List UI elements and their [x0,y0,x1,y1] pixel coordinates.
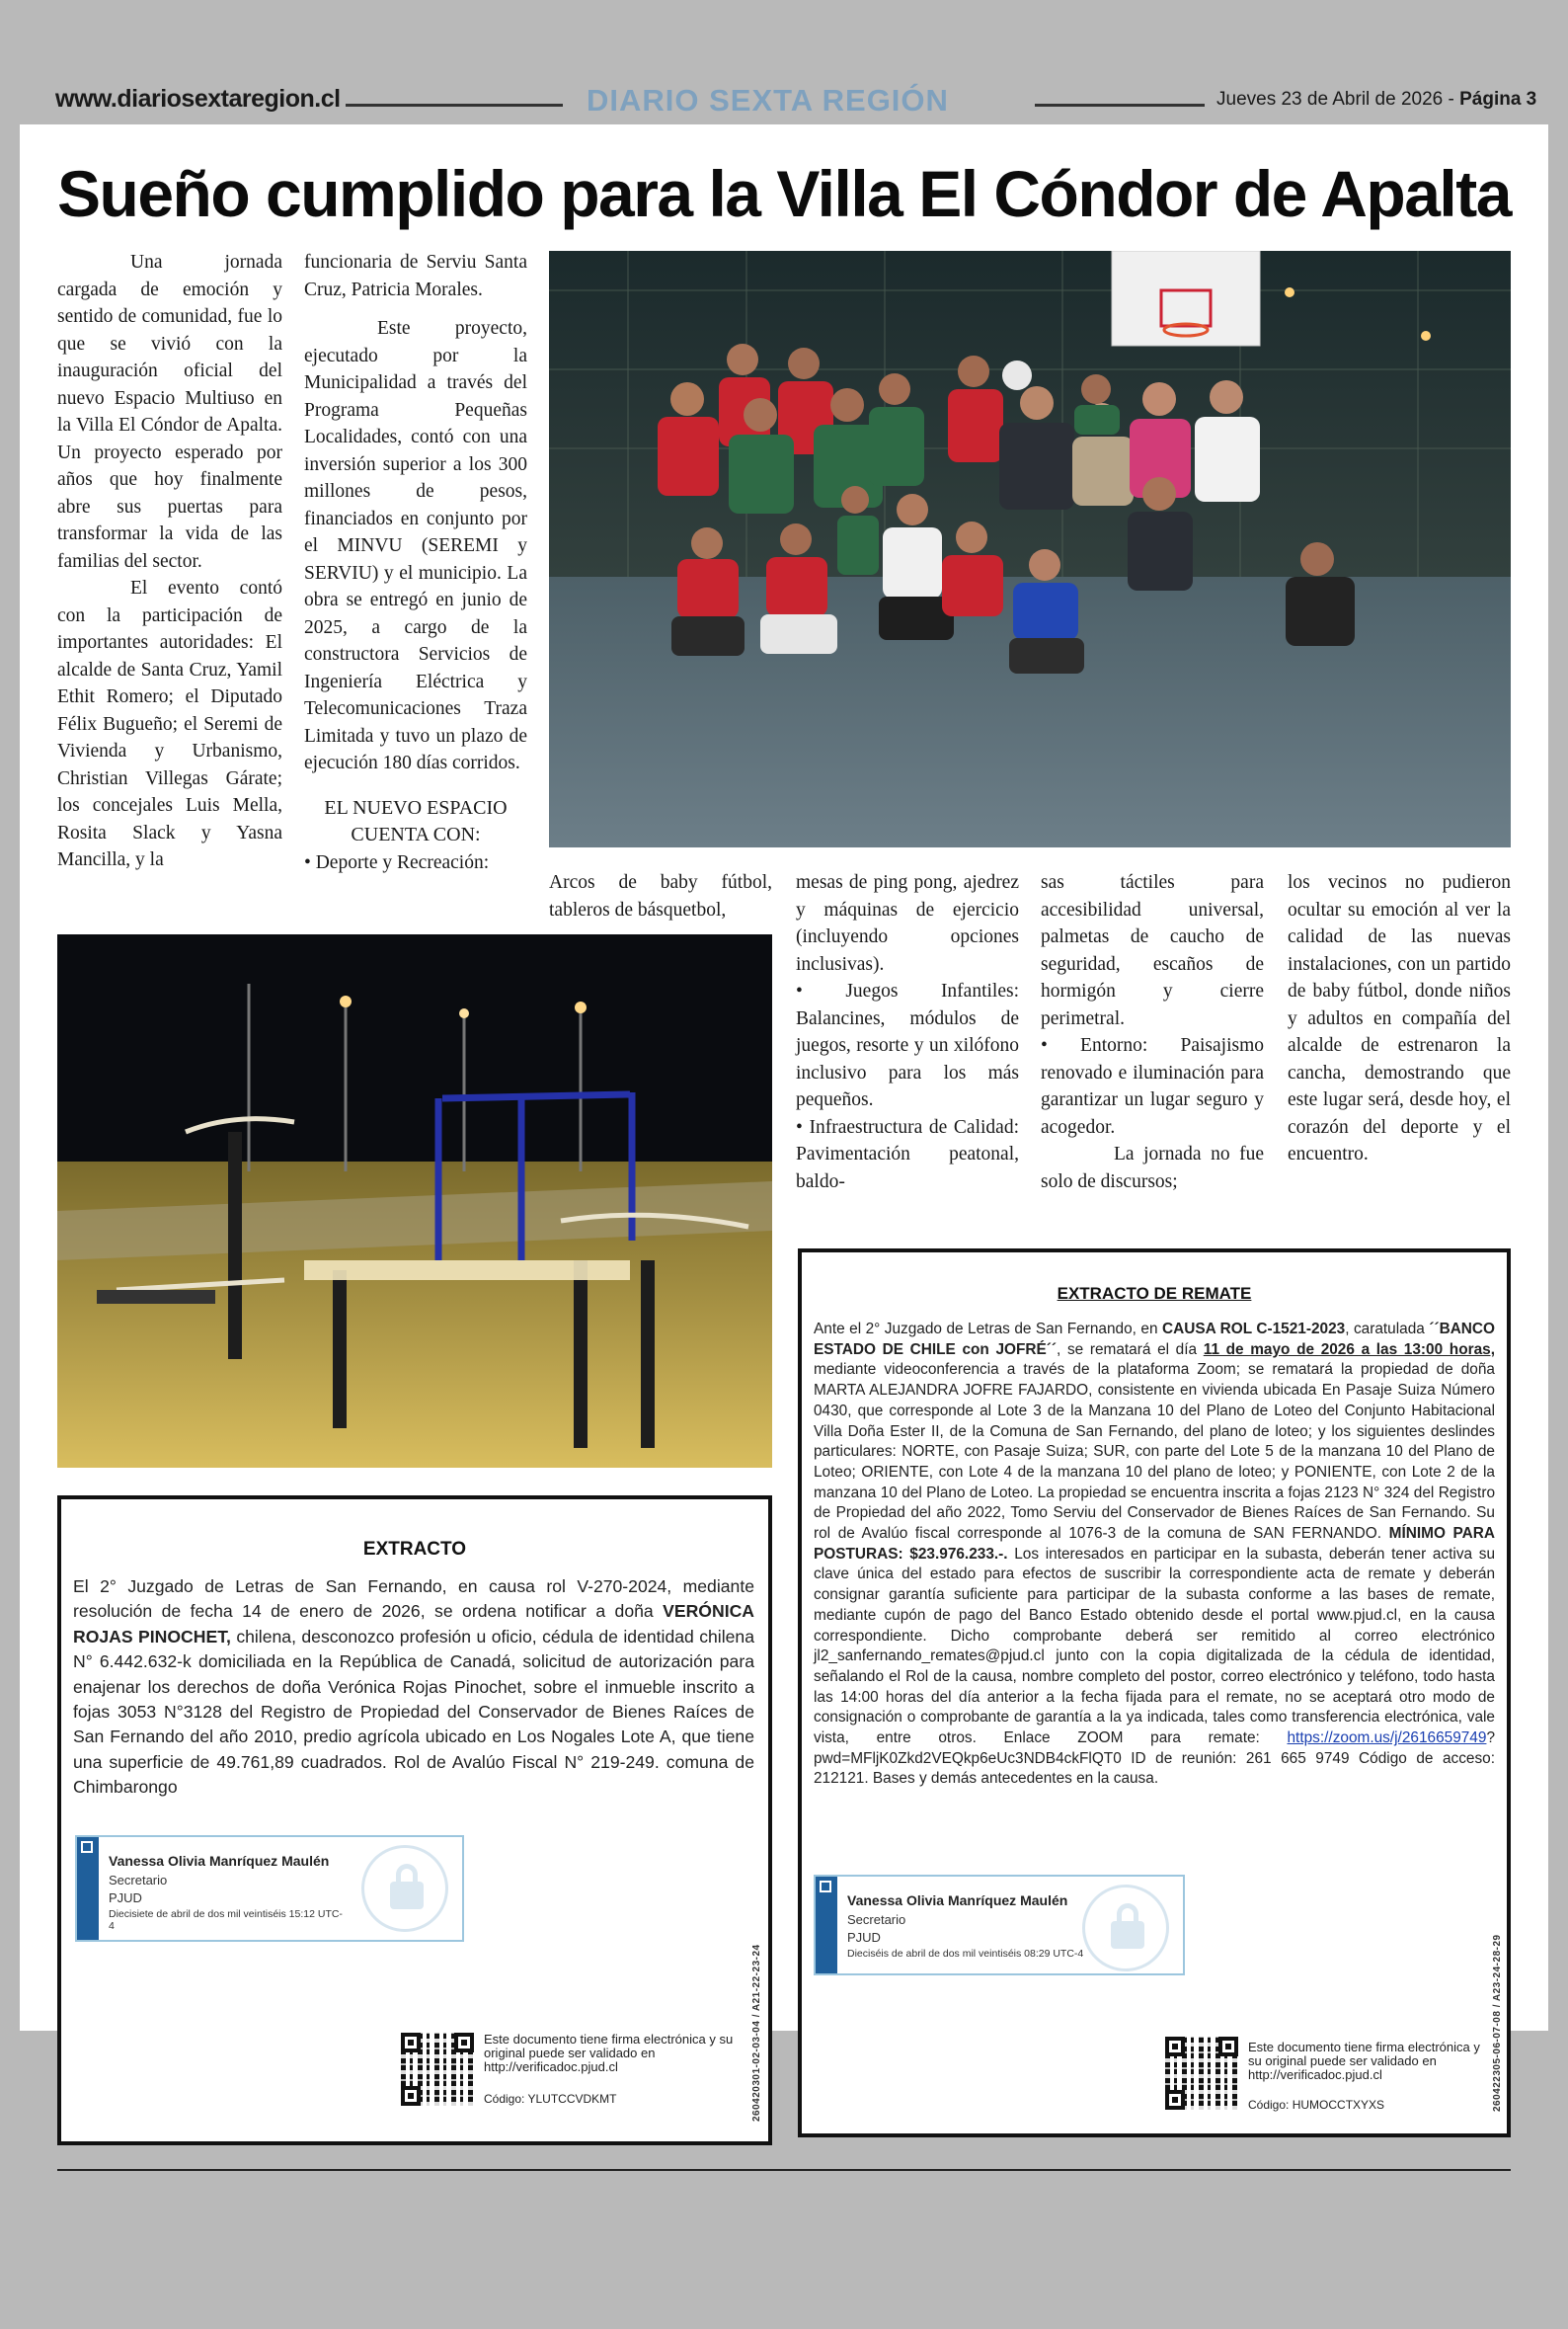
remate-text-4: mediante videoconferencia a través de la plataforma Zoom; se rematará la propiedad de doña MARTA ALEJANDRA JOFRE FAJARDO, consistente en vivienda ubicada En Pasaje Suiza Número 0430, que corresponde al Lote 3 de la Manzana 10 del Plano de Loteo del Conjunto Habitacional Villa Doña Ester II, de la Comuna de San Fernando, del plano de loteo; y los siguientes deslindes particulares: NORTE, con Pasaje Suiza; SUR, con parte del Lote 5 de la manzana 10 del Plano de Loteo; ORIENTE, con Lote 4 de la manzana 10 del plano de loteo; y PONIENTE, con Lote 2 de la manzana 10 del Plano de Loteo. La propiedad se encuentra inscrita a fojas 2123 N° 324 del Registro de Propiedad del año 2022, Tomo Serviu del Conservador de Bienes Raíces de San Fernando. Su rol de Avalúo fiscal corresponde al 1076-3 de la comuna de SAN FERNANDO. [814,1361,1495,1543]
bullet-environment: • Entorno: Paisajismo renovado e iluminación para garantizar un lugar seguro y acogedor. [1041,1035,1264,1138]
qr-validation-text: Este documento tiene firma electrónica y su original puede ser validado en http://verificadoc.pjud.cl [484,2032,734,2074]
remate-title: EXTRACTO DE REMATE [1057,1284,1252,1303]
page-number: Página 3 [1459,89,1537,110]
article-column-5 [1041,869,1264,1195]
extracto-title: EXTRACTO [362,1539,467,1560]
remate-minimum: MÍNIMO PARA POSTURAS: $23.976.233.-. [814,1525,1495,1563]
masthead-rule-right [1035,104,1205,107]
qr-code-icon[interactable] [1165,2037,1238,2110]
subhead-new-space: EL NUEVO ESPACIO CUENTA CON: [324,796,508,845]
paragraph-project: Este proyecto, ejecutado por la Municipalidad a través del Programa Pequeñas Localidades, contó con una inversión superior a los 300 millones de pesos, financiados en conjunto por el MINVU (SEREMI y SERVIU) y el municipio. La obra se entregó en junio de 2025, a cargo de la constructora Servicios de Ingeniería Eléctrica y Telecomunicaciones Traza Limitada y tuvo un plazo de ejecución 180 días corridos. [304,318,527,773]
remate-notice [798,1248,1511,2137]
remate-text-5: Los interesados en participar en la subasta, deberán tener activa su clave única del estado para efectos de suscribir la correspondiente acta de remate y deberán consignar garantía suficiente para participar de la subasta conforme a las bases de remate, mediante cupón de pago del Banco Estado obtenido desde el portal www.pjud.cl, en la causa correspondiente. Dicho comprobante deberá ser remitido al correo electrónico jl2_sanfernando_remates@pjud.cl junto con la copia digitalizada de la cédula de identidad, señalando el Rol de la causa, nombre completo del postor, correo electrónico y teléfono, todo hasta las 14:00 horas del día anterior a la fecha fijada para el remate, no se aceptará otro modo de consignación o comprobante de garantía a la ya indicada, tales como transferencia electrónica, vale vista, entre otros. Enlace ZOOM para remate: [814,1545,1495,1747]
edition-date [1216,89,1536,111]
qr-code-icon[interactable] [401,2033,474,2106]
signer-org: PJUD [109,1890,142,1905]
signer-name: Vanessa Olivia Manríquez Maulén [847,1892,1068,1908]
court-icon [820,1881,831,1892]
extracto-text-rest: chilena, desconozco profesión u oficio, cédula de identidad chilena N° 6.442.632-k domiciliada en la República de Canadá, solicitud de autorización para enajenar los derechos de doña Verónica Rojas Pinochet, sobre el inmueble inscrito a fojas 3053 N°3128 del Registro de Propiedad del Conservador de Bienes Raíces de San Fernando del año 2010, predio agrícola ubicado en Los Nogales Lote A, que tiene una superficie de 49.761,89 cuadrados. Rol de Avalúo Fiscal N° 219-249. comuna de Chimbarongo [73,1626,754,1798]
remate-text-2: , caratulada [1345,1321,1430,1337]
signer-role: Secretario [847,1912,906,1927]
paragraph-day: La jornada no fue solo de discursos; [1041,1144,1264,1192]
signature-date: Dieciséis de abril de dos mil veintiséis 08:29 UTC-4 [847,1948,1084,1960]
sports-detail: Arcos de baby fútbol, tableros de básquetbol, [549,872,772,921]
lock-seal-icon [361,1845,448,1932]
signature-block [814,1875,1185,1975]
ad-code: 260420301-02-03-04 / A21-22-23-24 [751,1944,762,2122]
remate-text-6: ?pwd=MFljK0Zkd2VEQkp6eUc3NDB4ckFlQT0 ID de reunión: 261 665 9749 Código de acceso: 212121. Bases y demás antecedentes en la causa. [814,1729,1495,1788]
bullet-sports: • Deporte y Recreación: [304,851,490,873]
remate-text-3: , se rematará el día [1057,1340,1204,1358]
extracto-text [73,1574,754,1801]
extracto-text-part: El 2° Juzgado de Letras de San Fernando, en causa rol V-270-2024, mediante resolución de fecha 14 de enero de 2026, se ordena notificar a doña [73,1576,754,1622]
remate-date: 11 de mayo de 2026 a las 13:00 horas, [1203,1340,1495,1358]
site-url: www.diariosextaregion.cl [55,85,341,113]
signature-bar [77,1837,99,1940]
bullet-infrastructure: • Infraestructura de Calidad: Pavimentación peatonal, baldo- [796,1116,1019,1192]
paragraph-neighbors: los vecinos no pudieron ocultar su emoción al ver la calidad de las nuevas instalaciones, con un partido de baby fútbol, donde niños y adultos en compañía del alcalde de estrenaron la cancha, demostrando que este lugar será, desde hoy, el corazón del deporte y el encuentro. [1288,872,1511,1164]
qr-validation-text: Este documento tiene firma electrónica y su original puede ser validado en http://verificadoc.pjud.cl [1248,2040,1480,2082]
date-text: Jueves 23 de Abril de 2026 - [1216,89,1460,110]
lock-seal-icon [1082,1885,1169,1971]
paragraph-intro: Una jornada cargada de emoción y sentido de comunidad, fue lo que se vivió con la inauguración oficial del nuevo Espacio Multiuso en la Villa El Cóndor de Apalta. Un proyecto esperado por años que hoy finalmente abre sus puertas para transformar la vida de las familias del sector. [57,252,282,572]
park-photo [57,934,772,1468]
extracto-party-name: VERÓNICA ROJAS PINOCHET, [73,1601,754,1646]
footer-rule [57,2169,1511,2171]
bullet-playground: • Juegos Infantiles: Balancines, módulos de juegos, resorte y un xilófono inclusivo para los más pequeños. [796,981,1019,1110]
remate-case-rol: CAUSA ROL C-1521-2023 [1162,1321,1346,1337]
article-column-6 [1288,869,1511,1168]
ad-code: 260422305-06-07-08 / A23-24-28-29 [1492,1934,1503,2112]
remate-text [814,1320,1495,1790]
signer-role: Secretario [109,1873,168,1887]
paragraph-authorities: El evento contó con la participación de importantes autoridades: El alcalde de Santa Cruz, Yamil Ethit Romero; el Diputado Félix Bugueño; el Seremi de Vivienda y Urbanismo, Christian Villegas Gárate; los concejales Luis Mella, Rosita Slack y Yasna Mancilla, y la [57,578,282,870]
validation-code: Código: YLUTCCVDKMT [484,2092,617,2106]
validation-code: Código: HUMOCCTXYXS [1248,2098,1385,2112]
article-column-1 [57,249,282,874]
masthead-rule-left [346,104,563,107]
paper-name: DIARIO SEXTA REGIÓN [587,83,949,118]
sports-detail-cont: mesas de ping pong, ajedrez y máquinas de ejercicio (incluyendo opciones inclusivas). [796,872,1019,975]
article-column-3 [549,869,772,924]
article-column-4 [796,869,1019,1195]
paragraph-serviu: funcionaria de Serviu Santa Cruz, Patricia Morales. [304,252,527,300]
remate-text-1: Ante el 2° Juzgado de Letras de San Fernando, en [814,1321,1163,1337]
headline: Sueño cumplido para la Villa El Cóndor de Apalta [57,157,1511,230]
team-photo [549,251,1511,847]
signature-date: Diecisiete de abril de dos mil veintiséis 15:12 UTC-4 [109,1908,343,1932]
signer-name: Vanessa Olivia Manríquez Maulén [109,1853,330,1869]
signature-bar [816,1877,837,1973]
infrastructure-cont: sas táctiles para accesibilidad universal, palmetas de caucho de seguridad, escaños de hormigón y cierre perimetral. [1041,872,1264,1029]
article-column-2 [304,249,527,876]
extracto-notice [57,1495,772,2145]
zoom-link[interactable]: https://zoom.us/j/2616659749 [1287,1729,1487,1747]
court-icon [81,1841,93,1853]
signature-block [75,1835,464,1942]
masthead [0,83,1568,122]
signer-org: PJUD [847,1930,881,1945]
remate-case-title: ´´BANCO ESTADO DE CHILE con JOFRÉ´´ [814,1321,1496,1358]
